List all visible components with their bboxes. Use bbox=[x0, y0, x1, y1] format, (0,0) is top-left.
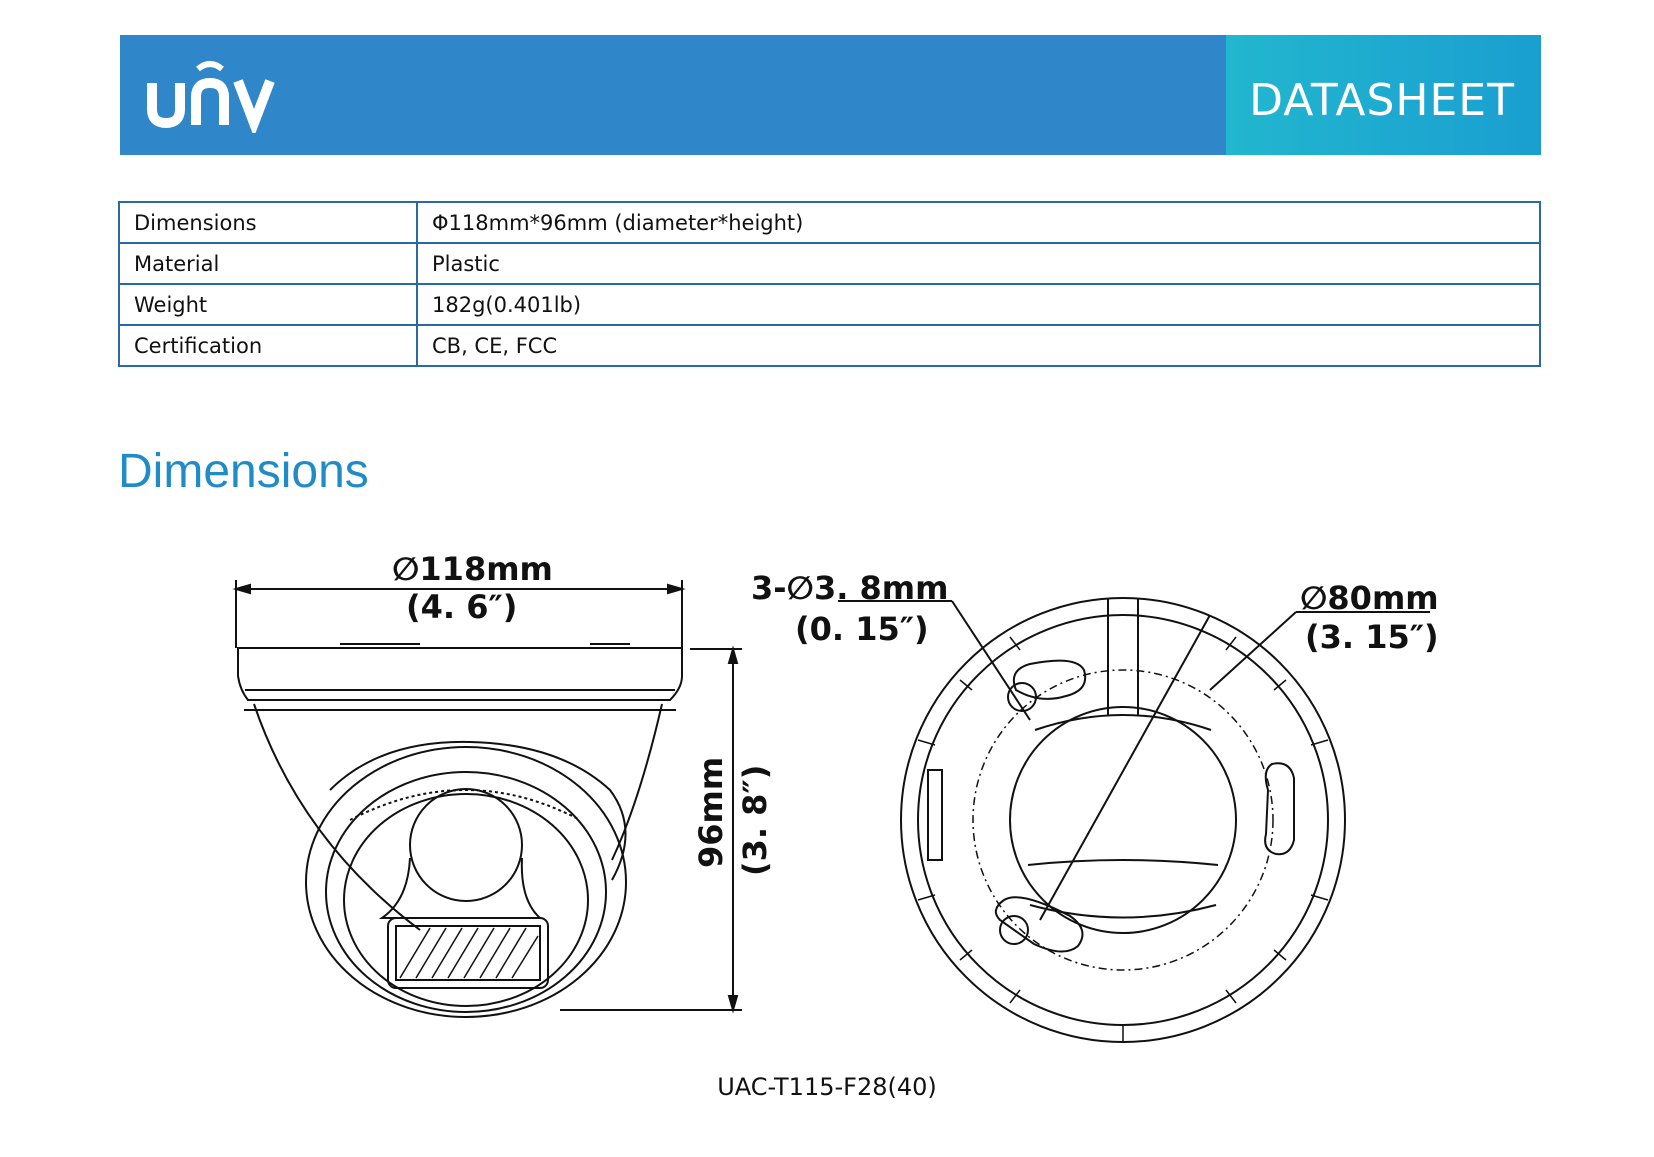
hole-mm-label: 3-∅3. 8mm bbox=[751, 569, 949, 607]
spec-label: Dimensions bbox=[119, 202, 417, 243]
datasheet-label: DATASHEET bbox=[1249, 74, 1515, 126]
height-mm-label: 96mm bbox=[692, 756, 730, 868]
base-mm-label: ∅80mm bbox=[1300, 579, 1439, 617]
hole-in-label: (0. 15″) bbox=[795, 610, 929, 648]
spec-label: Weight bbox=[119, 284, 417, 325]
height-in-label: (3. 8″) bbox=[736, 764, 774, 876]
model-caption: UAC-T115-F28(40) bbox=[717, 1073, 937, 1101]
diameter-in-label: (4. 6″) bbox=[406, 588, 518, 626]
spec-label: Material bbox=[119, 243, 417, 284]
spec-value: CB, CE, FCC bbox=[417, 325, 1540, 366]
spec-value: Φ118mm*96mm (diameter*height) bbox=[417, 202, 1540, 243]
base-in-label: (3. 15″) bbox=[1305, 618, 1439, 656]
spec-label: Certification bbox=[119, 325, 417, 366]
spec-value: Plastic bbox=[417, 243, 1540, 284]
section-title: Dimensions bbox=[118, 445, 369, 498]
diameter-mm-label: ∅118mm bbox=[392, 550, 553, 588]
spec-value: 182g(0.401lb) bbox=[417, 284, 1540, 325]
